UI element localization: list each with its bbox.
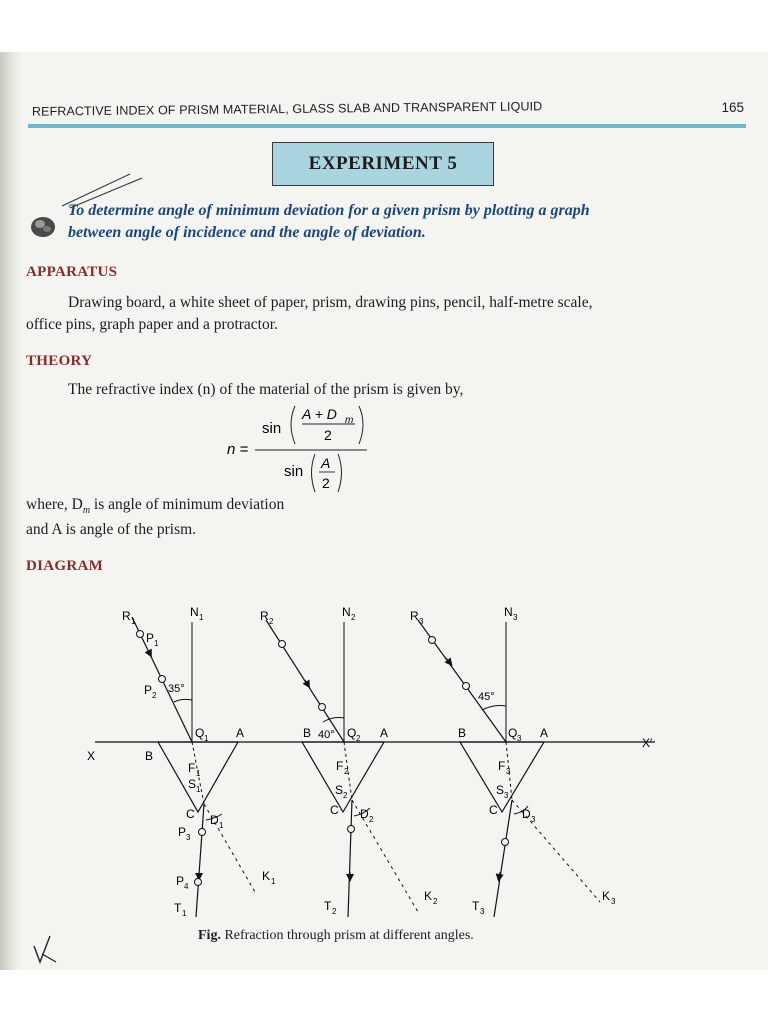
svg-text:S: S xyxy=(335,783,344,797)
svg-text:3: 3 xyxy=(506,767,511,776)
apparatus-line-2: office pins, graph paper and a protractor. xyxy=(26,316,278,333)
svg-text:D: D xyxy=(210,813,219,827)
svg-text:K: K xyxy=(262,869,271,883)
prism-2 xyxy=(302,742,384,812)
svg-text:2: 2 xyxy=(343,791,348,800)
formula-denominator-two: 2 xyxy=(322,475,330,491)
svg-text:1: 1 xyxy=(182,909,187,918)
diagram-heading: DIAGRAM xyxy=(26,558,104,574)
svg-text:D: D xyxy=(360,807,369,821)
label-x-left: X xyxy=(87,749,96,763)
svg-text:N: N xyxy=(342,605,351,619)
refractive-index-formula xyxy=(225,402,385,494)
theory-where-line-1: where, $D_m$ is angle of minimum deviation xyxy=(26,496,285,517)
aim-statement xyxy=(68,200,758,244)
apparatus-line-1: Drawing board, a white sheet of paper, prism, drawing pins, pencil, half-metre scale, xyxy=(68,294,593,311)
formula-denominator-expr: A xyxy=(321,455,331,471)
experiment-title-box xyxy=(272,142,494,186)
formula-lhs: n = xyxy=(227,441,249,458)
svg-text:2: 2 xyxy=(351,613,356,622)
theory-where-line-2: and A is angle of the prism. xyxy=(26,521,197,538)
svg-text:C: C xyxy=(186,807,195,821)
svg-text:P: P xyxy=(178,825,187,839)
svg-text:2: 2 xyxy=(433,897,438,906)
header-rule xyxy=(28,124,746,128)
svg-text:1: 1 xyxy=(199,613,204,622)
aim-line-2: between angle of incidence and the angle of deviation. xyxy=(68,224,426,241)
svg-text:T: T xyxy=(324,899,332,913)
apparatus-heading: APPARATUS xyxy=(26,264,118,280)
textbook-page xyxy=(0,52,768,970)
angle-label-35: 35° xyxy=(168,683,185,695)
svg-text:A: A xyxy=(236,726,245,740)
svg-text:2: 2 xyxy=(332,907,337,916)
angle-label-40: 40° xyxy=(318,729,335,741)
emergent-ray-2 xyxy=(348,800,352,917)
svg-text:A: A xyxy=(380,726,389,740)
formula-numerator-sub: m xyxy=(345,415,354,426)
svg-text:Q: Q xyxy=(195,726,205,740)
angle-label-45: 45° xyxy=(478,691,495,703)
incident-ray-2 xyxy=(266,620,344,742)
svg-text:1: 1 xyxy=(204,734,209,743)
figure-caption: Fig. Refraction through prism at different angles. xyxy=(198,928,474,943)
svg-text:P: P xyxy=(144,683,153,697)
svg-text:B: B xyxy=(303,726,312,740)
svg-text:K: K xyxy=(424,889,433,903)
svg-text:K: K xyxy=(602,889,611,903)
label-x-right: X′ xyxy=(642,736,653,750)
formula-sin-numerator: sin xyxy=(262,420,282,437)
svg-text:3: 3 xyxy=(513,613,518,622)
svg-text:C: C xyxy=(489,803,498,817)
emergent-ray-3 xyxy=(494,800,512,917)
formula-numerator-expr: A + D xyxy=(302,406,337,422)
svg-text:N: N xyxy=(190,605,199,619)
theory-heading: THEORY xyxy=(26,353,93,369)
emergent-ray-1 xyxy=(196,804,204,917)
prism-refraction-diagram xyxy=(0,582,768,922)
svg-text:1: 1 xyxy=(219,821,224,830)
svg-text:2: 2 xyxy=(369,815,374,824)
aim-marker-icon xyxy=(28,209,62,243)
svg-text:R: R xyxy=(410,609,419,623)
formula-numerator-two: 2 xyxy=(324,427,332,443)
svg-text:3: 3 xyxy=(186,833,191,842)
svg-text:2: 2 xyxy=(356,734,361,743)
theory-intro: The refractive index (n) of the material of the prism is given by, xyxy=(68,381,464,398)
svg-text:3: 3 xyxy=(611,897,616,906)
svg-text:B: B xyxy=(145,749,154,763)
svg-text:3: 3 xyxy=(517,734,522,743)
svg-text:2: 2 xyxy=(152,691,157,700)
svg-text:N: N xyxy=(504,605,513,619)
svg-text:F: F xyxy=(498,759,506,773)
svg-text:D: D xyxy=(522,807,531,821)
svg-text:3: 3 xyxy=(419,617,424,626)
page-number: 165 xyxy=(721,100,744,115)
svg-text:A: A xyxy=(540,726,549,740)
svg-text:3: 3 xyxy=(504,791,509,800)
prism-3 xyxy=(460,742,544,812)
svg-text:F: F xyxy=(188,761,196,775)
svg-text:1: 1 xyxy=(154,639,159,648)
svg-text:B: B xyxy=(458,726,467,740)
running-header: REFRACTIVE INDEX OF PRISM MATERIAL, GLASS SLAB AND TRANSPARENT LIQUID xyxy=(31,99,543,119)
svg-text:S: S xyxy=(496,783,505,797)
aim-line-1: To determine angle of minimum deviation for a given prism by plotting a graph xyxy=(68,202,590,219)
svg-text:1: 1 xyxy=(271,877,276,886)
svg-text:F: F xyxy=(336,759,344,773)
svg-text:1: 1 xyxy=(131,617,136,626)
svg-text:T: T xyxy=(472,899,480,913)
formula-sin-denominator: sin xyxy=(284,463,304,480)
svg-text:C: C xyxy=(330,803,339,817)
handwritten-tick-mark xyxy=(30,932,66,968)
svg-text:T: T xyxy=(174,901,182,915)
svg-text:3: 3 xyxy=(480,907,485,916)
svg-text:S: S xyxy=(188,777,197,791)
svg-text:1: 1 xyxy=(196,769,201,778)
svg-text:2: 2 xyxy=(344,767,349,776)
svg-text:P: P xyxy=(176,874,185,888)
svg-text:R: R xyxy=(260,609,269,623)
svg-text:1: 1 xyxy=(196,785,201,794)
svg-text:2: 2 xyxy=(269,617,274,626)
experiment-title: EXPERIMENT 5 xyxy=(308,153,458,174)
svg-text:P: P xyxy=(146,631,155,645)
svg-text:4: 4 xyxy=(184,882,189,891)
svg-text:3: 3 xyxy=(531,815,536,824)
svg-text:R: R xyxy=(122,609,131,623)
svg-text:Q: Q xyxy=(508,726,518,740)
svg-text:Q: Q xyxy=(347,726,357,740)
